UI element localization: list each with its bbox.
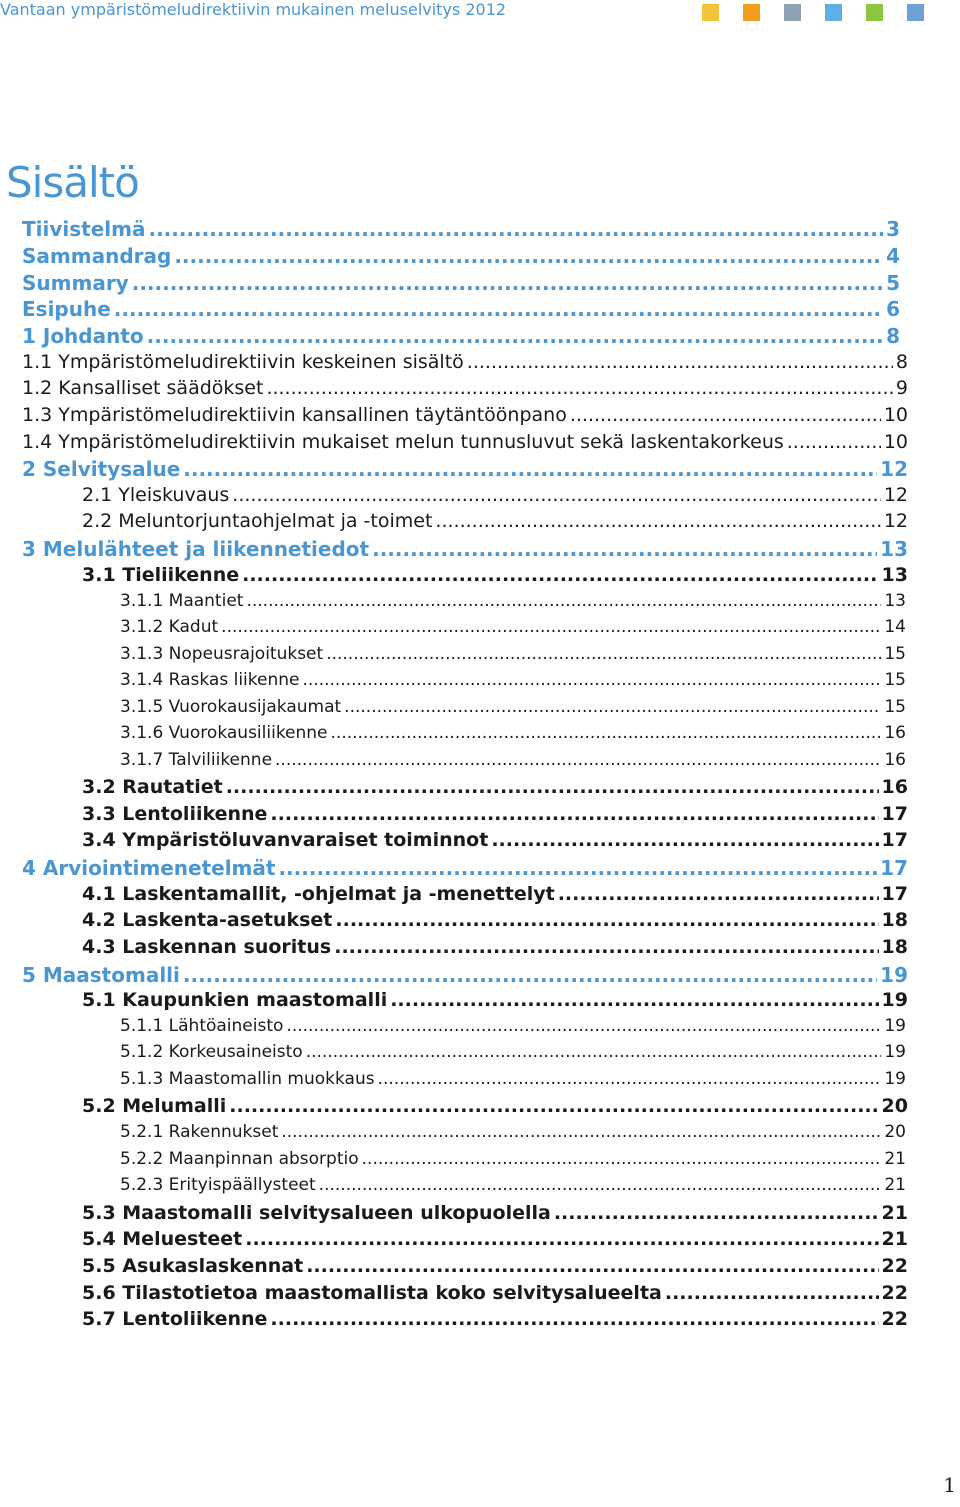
toc-entry[interactable]	[120, 617, 906, 637]
toc-entry-label: 3.2 Rautatiet	[82, 776, 223, 798]
toc-entry-label: 3 Melulähteet ja liikennetiedot	[22, 537, 370, 561]
toc-entry-page: 10	[883, 404, 908, 426]
toc-entry-label: 4.3 Laskennan suoritus	[82, 936, 332, 958]
toc-entry-page: 13	[884, 591, 906, 611]
toc-entry-label: Summary	[22, 271, 129, 295]
toc-leader-dots	[435, 510, 880, 532]
color-square-green	[866, 4, 883, 21]
toc-entry[interactable]	[82, 776, 908, 798]
toc-leader-dots	[147, 324, 883, 348]
color-square-blue	[907, 4, 924, 21]
toc-leader-dots	[246, 591, 881, 611]
color-square-lightblue	[825, 4, 842, 21]
toc-entry-page: 16	[881, 776, 908, 798]
toc-leader-dots	[467, 351, 893, 373]
toc-entry[interactable]	[22, 431, 908, 453]
toc-leader-dots	[306, 1042, 882, 1062]
toc-entry[interactable]	[82, 883, 908, 905]
toc-entry[interactable]	[82, 989, 908, 1011]
toc-leader-dots	[362, 1149, 882, 1169]
toc-entry-label: 5.1.3 Maastomallin muokkaus	[120, 1069, 375, 1089]
toc-entry-label: 3.1.1 Maantiet	[120, 591, 244, 611]
toc-entry-page: 18	[881, 936, 908, 958]
toc-entry-page: 6	[886, 297, 900, 321]
toc-entry-label: 4.1 Laskentamallit, -ohjelmat ja -menettelyt	[82, 883, 555, 905]
toc-entry-label: 3.3 Lentoliikenne	[82, 803, 268, 825]
toc-leader-dots	[245, 1228, 878, 1250]
toc-leader-dots	[665, 1282, 879, 1304]
toc-entry-page: 21	[884, 1149, 906, 1169]
toc-entry[interactable]	[22, 377, 908, 399]
toc-entry-label: 5.1.2 Korkeusaineisto	[120, 1042, 303, 1062]
toc-entry-page: 21	[881, 1228, 908, 1250]
toc-entry[interactable]	[120, 1016, 906, 1036]
toc-entry-page: 19	[884, 1016, 906, 1036]
toc-entry-page: 15	[884, 644, 906, 664]
toc-entry-label: 5.2.3 Erityispäällysteet	[120, 1175, 316, 1195]
toc-entry-label: 3.1.3 Nopeusrajoitukset	[120, 644, 324, 664]
toc-entry-page: 12	[883, 510, 908, 532]
toc-entry-label: 3.1.2 Kadut	[120, 617, 219, 637]
toc-leader-dots	[226, 776, 879, 798]
toc-entry-page: 17	[880, 856, 908, 880]
toc-entry-page: 19	[880, 963, 908, 987]
toc-entry-label: 2 Selvitysalue	[22, 457, 181, 481]
toc-entry-label: Esipuhe	[22, 297, 111, 321]
toc-leader-dots	[270, 803, 878, 825]
toc-leader-dots	[390, 989, 878, 1011]
toc-entry-page: 9	[895, 377, 908, 399]
toc-entry-page: 17	[881, 883, 908, 905]
toc-entry[interactable]	[120, 697, 906, 717]
toc-entry-label: 1 Johdanto	[22, 324, 144, 348]
toc-entry[interactable]	[22, 351, 908, 373]
toc-entry-label: 3.1.7 Talviliikenne	[120, 750, 273, 770]
toc-entry-page: 18	[881, 909, 908, 931]
toc-entry[interactable]	[22, 271, 900, 295]
toc-leader-dots	[278, 856, 877, 880]
toc-entry-page: 20	[884, 1122, 906, 1142]
toc-entry[interactable]	[120, 1149, 906, 1169]
toc-entry[interactable]	[120, 750, 906, 770]
toc-entry[interactable]	[120, 1042, 906, 1062]
toc-entry-label: 3.1 Tieliikenne	[82, 564, 240, 586]
toc-leader-dots	[302, 670, 881, 690]
toc-title: Sisältö	[6, 158, 139, 207]
toc-leader-dots	[372, 537, 877, 561]
toc-entry-label: 3.1.5 Vuorokausijakaumat	[120, 697, 342, 717]
toc-leader-dots	[266, 377, 892, 399]
toc-entry[interactable]	[120, 1069, 906, 1089]
toc-entry[interactable]	[82, 909, 908, 931]
toc-entry-label: 3.4 Ympäristöluvanvaraiset toiminnot	[82, 829, 489, 851]
toc-leader-dots	[319, 1175, 882, 1195]
toc-leader-dots	[491, 829, 878, 851]
toc-entry-label: 5.2.1 Rakennukset	[120, 1122, 279, 1142]
toc-entry[interactable]	[120, 670, 906, 690]
toc-entry-label: Tiivistelmä	[22, 217, 146, 241]
toc-leader-dots	[335, 909, 878, 931]
toc-entry-page: 17	[881, 829, 908, 851]
toc-leader-dots	[270, 1308, 878, 1330]
toc-entry-page: 3	[886, 217, 900, 241]
toc-entry-page: 13	[881, 564, 908, 586]
toc-entry-label: 1.3 Ympäristömeludirektiivin kansallinen täytäntöönpano	[22, 404, 567, 426]
header-color-squares	[702, 4, 922, 21]
toc-entry-label: 1.2 Kansalliset säädökset	[22, 377, 264, 399]
toc-entry[interactable]	[82, 1228, 908, 1250]
toc-entry-page: 22	[881, 1282, 908, 1304]
toc-entry-label: 5.2 Melumalli	[82, 1095, 227, 1117]
toc-leader-dots	[148, 217, 883, 241]
toc-entry-label: 5.1 Kaupunkien maastomalli	[82, 989, 388, 1011]
toc-entry-label: 5.6 Tilastotietoa maastomallista koko selvitysalueelta	[82, 1282, 662, 1304]
toc-entry[interactable]	[22, 856, 908, 880]
toc-entry[interactable]	[120, 591, 906, 611]
toc-entry-label: 2.2 Meluntorjuntaohjelmat ja -toimet	[82, 510, 433, 532]
toc-leader-dots	[344, 697, 881, 717]
toc-entry[interactable]	[22, 324, 900, 348]
toc-entry-page: 16	[884, 750, 906, 770]
toc-entry-page: 19	[884, 1069, 906, 1089]
toc-entry[interactable]	[120, 1175, 906, 1195]
toc-entry-label: 5.5 Asukaslaskennat	[82, 1255, 304, 1277]
toc-leader-dots	[554, 1202, 879, 1224]
toc-entry-page: 14	[884, 617, 906, 637]
toc-leader-dots	[570, 404, 881, 426]
toc-leader-dots	[174, 244, 883, 268]
toc-entry-label: 4.2 Laskenta-asetukset	[82, 909, 333, 931]
toc-entry[interactable]	[22, 457, 908, 481]
toc-entry-label: 5 Maastomalli	[22, 963, 180, 987]
toc-leader-dots	[787, 431, 881, 453]
toc-leader-dots	[334, 936, 878, 958]
toc-entry-label: 5.7 Lentoliikenne	[82, 1308, 268, 1330]
toc-entry[interactable]	[82, 1282, 908, 1304]
color-square-grey	[784, 4, 801, 21]
toc-leader-dots	[306, 1255, 878, 1277]
toc-entry-page: 20	[881, 1095, 908, 1117]
toc-entry-page: 21	[884, 1175, 906, 1195]
toc-leader-dots	[558, 883, 879, 905]
toc-leader-dots	[183, 963, 877, 987]
toc-entry-page: 4	[886, 244, 900, 268]
toc-leader-dots	[132, 271, 883, 295]
toc-entry-page: 22	[881, 1255, 908, 1277]
toc-leader-dots	[229, 1095, 878, 1117]
toc-entry[interactable]	[82, 1308, 908, 1330]
toc-leader-dots	[275, 750, 881, 770]
toc-leader-dots	[281, 1122, 881, 1142]
toc-entry-label: 5.3 Maastomalli selvitysalueen ulkopuolella	[82, 1202, 551, 1224]
toc-entry-page: 16	[884, 723, 906, 743]
toc-entry-page: 13	[880, 537, 908, 561]
toc-entry-page: 12	[883, 484, 908, 506]
toc-leader-dots	[114, 297, 883, 321]
toc-leader-dots	[183, 457, 877, 481]
toc-entry[interactable]	[82, 1095, 908, 1117]
toc-entry-page: 15	[884, 697, 906, 717]
toc-entry-label: 5.2.2 Maanpinnan absorptio	[120, 1149, 359, 1169]
toc-entry[interactable]	[82, 484, 908, 506]
toc-leader-dots	[286, 1016, 881, 1036]
toc-entry[interactable]	[22, 537, 908, 561]
toc-leader-dots	[331, 723, 882, 743]
toc-entry-label: 2.1 Yleiskuvaus	[82, 484, 230, 506]
toc-entry-page: 17	[881, 803, 908, 825]
toc-entry[interactable]	[82, 564, 908, 586]
toc-leader-dots	[378, 1069, 882, 1089]
toc-entry-label: Sammandrag	[22, 244, 172, 268]
toc-entry-label: 3.1.6 Vuorokausiliikenne	[120, 723, 328, 743]
toc-leader-dots	[232, 484, 881, 506]
toc-entry[interactable]	[82, 829, 908, 851]
color-square-orange	[743, 4, 760, 21]
toc-entry[interactable]	[22, 963, 908, 987]
toc-entry-page: 19	[881, 989, 908, 1011]
toc-entry-label: 3.1.4 Raskas liikenne	[120, 670, 300, 690]
toc-entry[interactable]	[82, 1202, 908, 1224]
toc-entry-page: 22	[881, 1308, 908, 1330]
toc-entry-label: 1.1 Ympäristömeludirektiivin keskeinen sisältö	[22, 351, 464, 373]
toc-entry-label: 1.4 Ympäristömeludirektiivin mukaiset melun tunnusluvut sekä laskentakorkeus	[22, 431, 784, 453]
toc-entry-page: 12	[880, 457, 908, 481]
toc-entry-label: 5.1.1 Lähtöaineisto	[120, 1016, 284, 1036]
toc-entry-label: 4 Arviointimenetelmät	[22, 856, 276, 880]
toc-entry[interactable]	[82, 510, 908, 532]
toc-entry-label: 5.4 Meluesteet	[82, 1228, 243, 1250]
toc-entry[interactable]	[82, 803, 908, 825]
toc-entry-page: 5	[886, 271, 900, 295]
toc-entry[interactable]	[22, 217, 900, 241]
toc-entry[interactable]	[22, 297, 900, 321]
toc-entry[interactable]	[120, 723, 906, 743]
toc-entry-page: 21	[881, 1202, 908, 1224]
toc-entry[interactable]	[120, 1122, 906, 1142]
toc-entry-page: 8	[895, 351, 908, 373]
toc-entry-page: 8	[886, 324, 900, 348]
toc-entry[interactable]	[22, 244, 900, 268]
toc-leader-dots	[221, 617, 881, 637]
toc-entry[interactable]	[82, 936, 908, 958]
toc-entry-page: 15	[884, 670, 906, 690]
toc-leader-dots	[242, 564, 878, 586]
toc-leader-dots	[326, 644, 881, 664]
running-header: Vantaan ympäristömeludirektiivin mukainen meluselvitys 2012	[0, 0, 507, 19]
toc-entry[interactable]	[82, 1255, 908, 1277]
toc-entry[interactable]	[120, 644, 906, 664]
toc-entry-page: 19	[884, 1042, 906, 1062]
color-square-yellow	[702, 4, 719, 21]
page-number: 1	[943, 1473, 956, 1497]
toc-entry-page: 10	[883, 431, 908, 453]
toc-entry[interactable]	[22, 404, 908, 426]
